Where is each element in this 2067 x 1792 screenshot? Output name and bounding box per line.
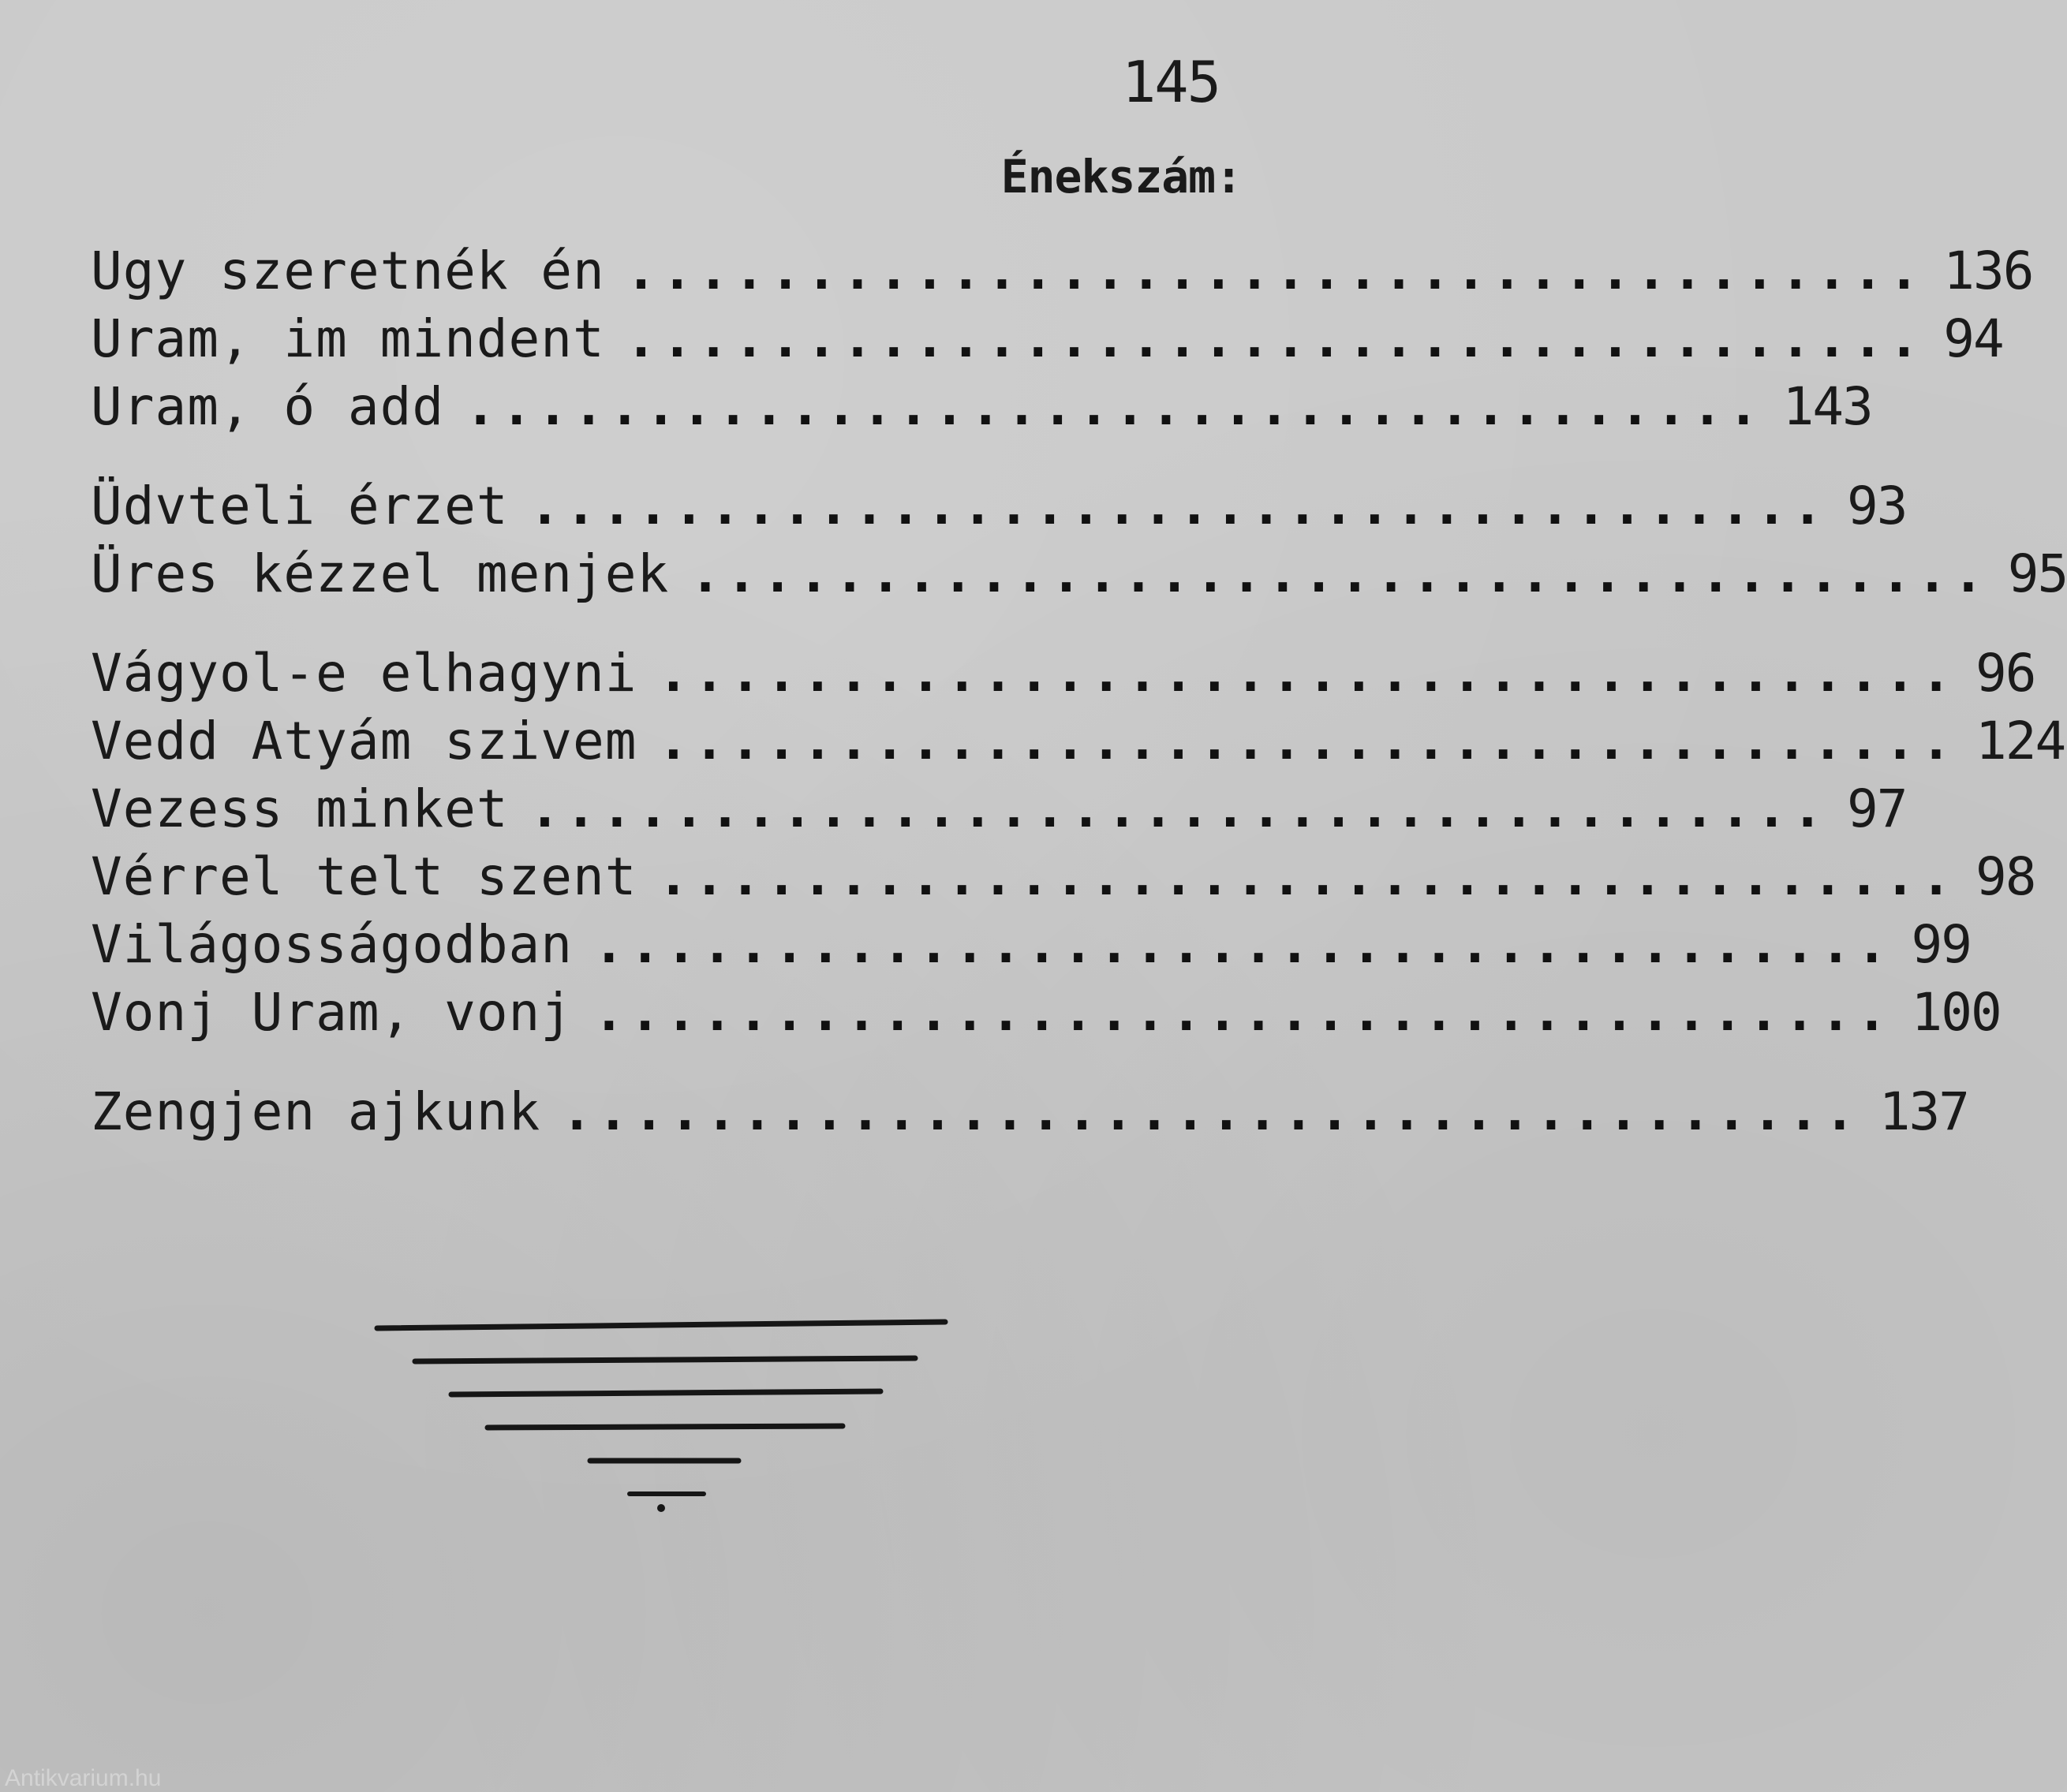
dot-leader: .................................... <box>657 643 1957 704</box>
ornament-line <box>488 1426 843 1428</box>
song-title: Uram, im mindent <box>91 308 605 369</box>
song-title: Uram, ó add <box>91 376 445 437</box>
dot-leader: .................................... <box>529 778 1829 839</box>
ornament-line <box>415 1358 915 1361</box>
song-number: 98 <box>1975 846 2035 907</box>
dot-leader: .................................... <box>529 476 1829 536</box>
dot-leader: .................................... <box>625 241 1925 301</box>
song-title: Üres kézzel menjek <box>91 543 670 604</box>
index-row <box>91 308 2003 376</box>
ornament-dot <box>657 1504 665 1512</box>
song-title: Vágyol-e elhagyni <box>91 643 637 704</box>
song-index <box>91 241 2067 1149</box>
index-row <box>91 1081 1968 1149</box>
index-row <box>91 711 2065 778</box>
song-number: 99 <box>1911 914 1971 975</box>
index-row <box>91 643 2035 711</box>
watermark: Antikvarium.hu <box>5 1765 162 1791</box>
dot-leader: .................................... <box>593 982 1893 1043</box>
index-row <box>91 476 1907 543</box>
dot-leader: .................................... <box>465 376 1764 437</box>
index-row <box>91 376 1872 444</box>
dot-leader: .................................... <box>690 543 1989 604</box>
index-row <box>91 914 1971 982</box>
song-title: Világosságodban <box>91 914 574 975</box>
ornament-line <box>451 1391 880 1394</box>
song-title: Vezess minket <box>91 778 509 839</box>
dot-leader: .................................... <box>657 711 1957 771</box>
dot-leader: .................................... <box>625 308 1925 369</box>
song-title: Vérrel telt szent <box>91 846 637 907</box>
song-number: 97 <box>1847 778 1907 839</box>
song-number: 95 <box>2007 543 2067 604</box>
dot-leader: .................................... <box>593 914 1893 975</box>
index-row <box>91 778 1907 846</box>
ornament-line <box>377 1322 945 1328</box>
index-row <box>91 982 2001 1050</box>
song-title: Zengjen ajkunk <box>91 1081 541 1142</box>
song-number: 100 <box>1911 982 2001 1043</box>
song-number: 137 <box>1878 1081 1968 1142</box>
song-title: Ugy szeretnék én <box>91 241 605 301</box>
index-row <box>91 543 2067 611</box>
song-title: Üdvteli érzet <box>91 476 509 536</box>
dot-leader: .................................... <box>561 1081 1860 1142</box>
song-title: Vedd Atyám szivem <box>91 711 637 771</box>
dot-leader: .................................... <box>657 846 1957 907</box>
song-number: 94 <box>1943 308 2003 369</box>
triangle-ornament <box>0 1309 1344 1514</box>
index-row <box>91 241 2033 308</box>
song-number: 143 <box>1782 376 1872 437</box>
song-number: 136 <box>1943 241 2033 301</box>
song-number: 96 <box>1975 643 2035 704</box>
index-row <box>91 846 2035 914</box>
page-number: 145 <box>1121 49 1220 115</box>
song-title: Vonj Uram, vonj <box>91 982 574 1043</box>
song-number: 124 <box>1975 711 2065 771</box>
column-header: Énekszám: <box>1000 150 1242 203</box>
song-number: 93 <box>1847 476 1907 536</box>
